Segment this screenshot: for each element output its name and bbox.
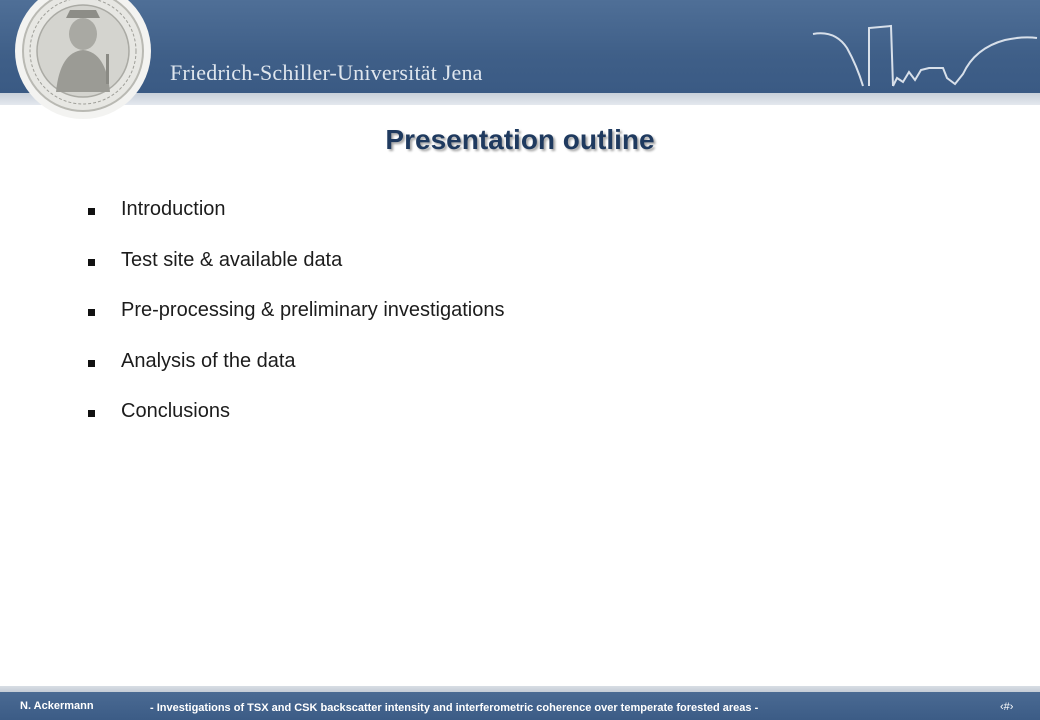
outline-item-label: Analysis of the data bbox=[121, 349, 296, 372]
outline-list bbox=[88, 198, 505, 451]
slide-title: Presentation outline bbox=[385, 124, 655, 155]
square-bullet-icon bbox=[88, 208, 95, 215]
square-bullet-icon bbox=[88, 410, 95, 417]
square-bullet-icon bbox=[88, 360, 95, 367]
university-seal-icon bbox=[8, 0, 158, 120]
outline-item-label: Test site & available data bbox=[121, 248, 343, 271]
outline-item bbox=[88, 299, 505, 350]
outline-item bbox=[88, 350, 505, 401]
square-bullet-icon bbox=[88, 259, 95, 266]
city-skyline-icon bbox=[805, 22, 1040, 94]
university-name: Friedrich-Schiller-Universität Jena bbox=[170, 60, 483, 85]
outline-item bbox=[88, 249, 505, 300]
slide-number: ‹#› bbox=[1000, 701, 1014, 713]
footer-talk-title: - Investigations of TSX and CSK backscatter intensity and interferometric coherence over temperate forested areas - bbox=[150, 702, 759, 714]
outline-item bbox=[88, 198, 505, 249]
footer-band bbox=[0, 692, 1040, 720]
outline-item-label: Introduction bbox=[121, 198, 226, 220]
outline-item-label: Pre-processing & preliminary investigations bbox=[121, 299, 505, 321]
footer-author: N. Ackermann bbox=[20, 700, 94, 712]
outline-item bbox=[88, 400, 505, 451]
square-bullet-icon bbox=[88, 309, 95, 316]
outline-item-label: Conclusions bbox=[121, 400, 230, 422]
